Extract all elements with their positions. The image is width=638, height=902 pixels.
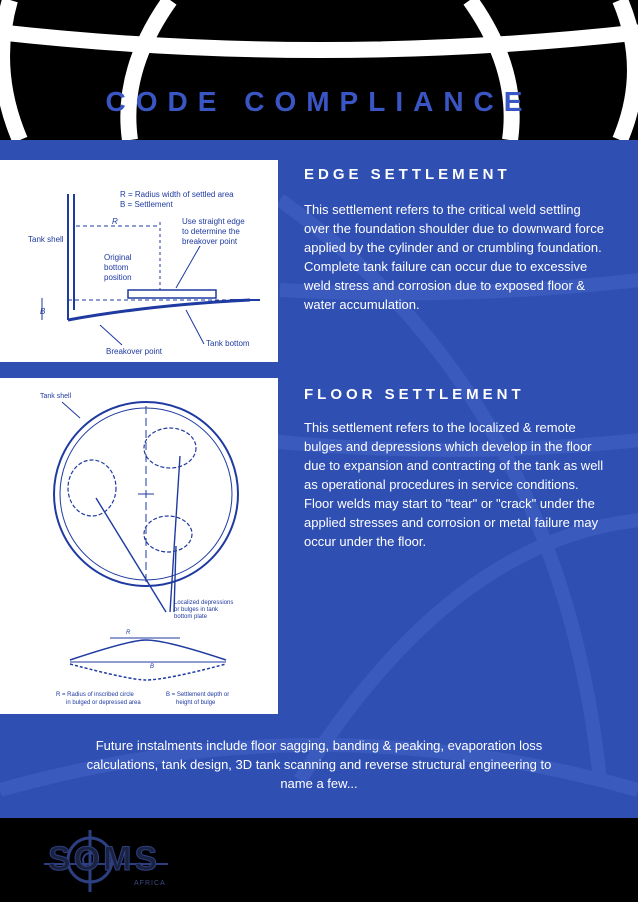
header-band bbox=[0, 0, 638, 140]
globe-grid-decoration bbox=[0, 0, 638, 140]
floor-settlement-body: This settlement refers to the localized & remote bulges and depressions which develop in the floor due to expansion and contracting of the tank as well as operational procedures in service conditions. Floor welds may start to "tear" or "crack" under the applied stresses and corrosion or metal failure may occur under the floor. bbox=[304, 420, 604, 549]
label-localized: Localized depressions or bulges in tank bottom plate bbox=[174, 600, 234, 620]
label-tank-shell: Tank shell bbox=[28, 235, 64, 244]
label-straight-edge: Use straight edge to determine the breakover point bbox=[182, 217, 245, 246]
legend-b: B = Settlement bbox=[120, 200, 173, 209]
label-b: B bbox=[40, 307, 46, 316]
legend-r: R = Radius width of settled area bbox=[120, 190, 234, 199]
floor-settlement-title: FLOOR SETTLEMENT bbox=[304, 386, 525, 403]
soms-logo bbox=[44, 826, 174, 896]
content-panel bbox=[0, 140, 638, 818]
logo-text: SOMS bbox=[48, 840, 161, 878]
label-r: R bbox=[112, 217, 118, 226]
label-tank-shell-2: Tank shell bbox=[40, 393, 72, 400]
label-b-2: B bbox=[150, 664, 155, 670]
label-breakover: Breakover point bbox=[106, 347, 163, 356]
label-original-bottom: Original bottom position bbox=[104, 253, 132, 282]
edge-settlement-title: EDGE SETTLEMENT bbox=[304, 166, 511, 183]
edge-settlement-figure bbox=[0, 160, 278, 362]
legend-b-2: B = Settlement depth or height of bulge bbox=[166, 692, 230, 706]
floor-settlement-figure bbox=[0, 378, 278, 714]
edge-settlement-body: This settlement refers to the critical weld settling over the foundation shoulder due to downward force applied by the cylinder and or crumbling foundation. Complete tank failure can occur due to excessive weld stress and corrosion due to exposed floor & water accumulation. bbox=[304, 202, 604, 312]
logo-subtext: AFRICA bbox=[134, 880, 166, 887]
future-instalments-note: Future instalments include floor sagging, banding & peaking, evaporation loss calculations, tank design, 3D tank scanning and reverse structural engineering to name a few... bbox=[86, 738, 552, 791]
page-title: CODE COMPLIANCE bbox=[105, 86, 533, 117]
footer-band bbox=[0, 818, 638, 902]
legend-r-2: R = Radius of inscribed circle in bulged or depressed area bbox=[56, 692, 141, 706]
label-r-2: R bbox=[126, 630, 131, 636]
label-tank-bottom: Tank bottom bbox=[206, 339, 250, 348]
